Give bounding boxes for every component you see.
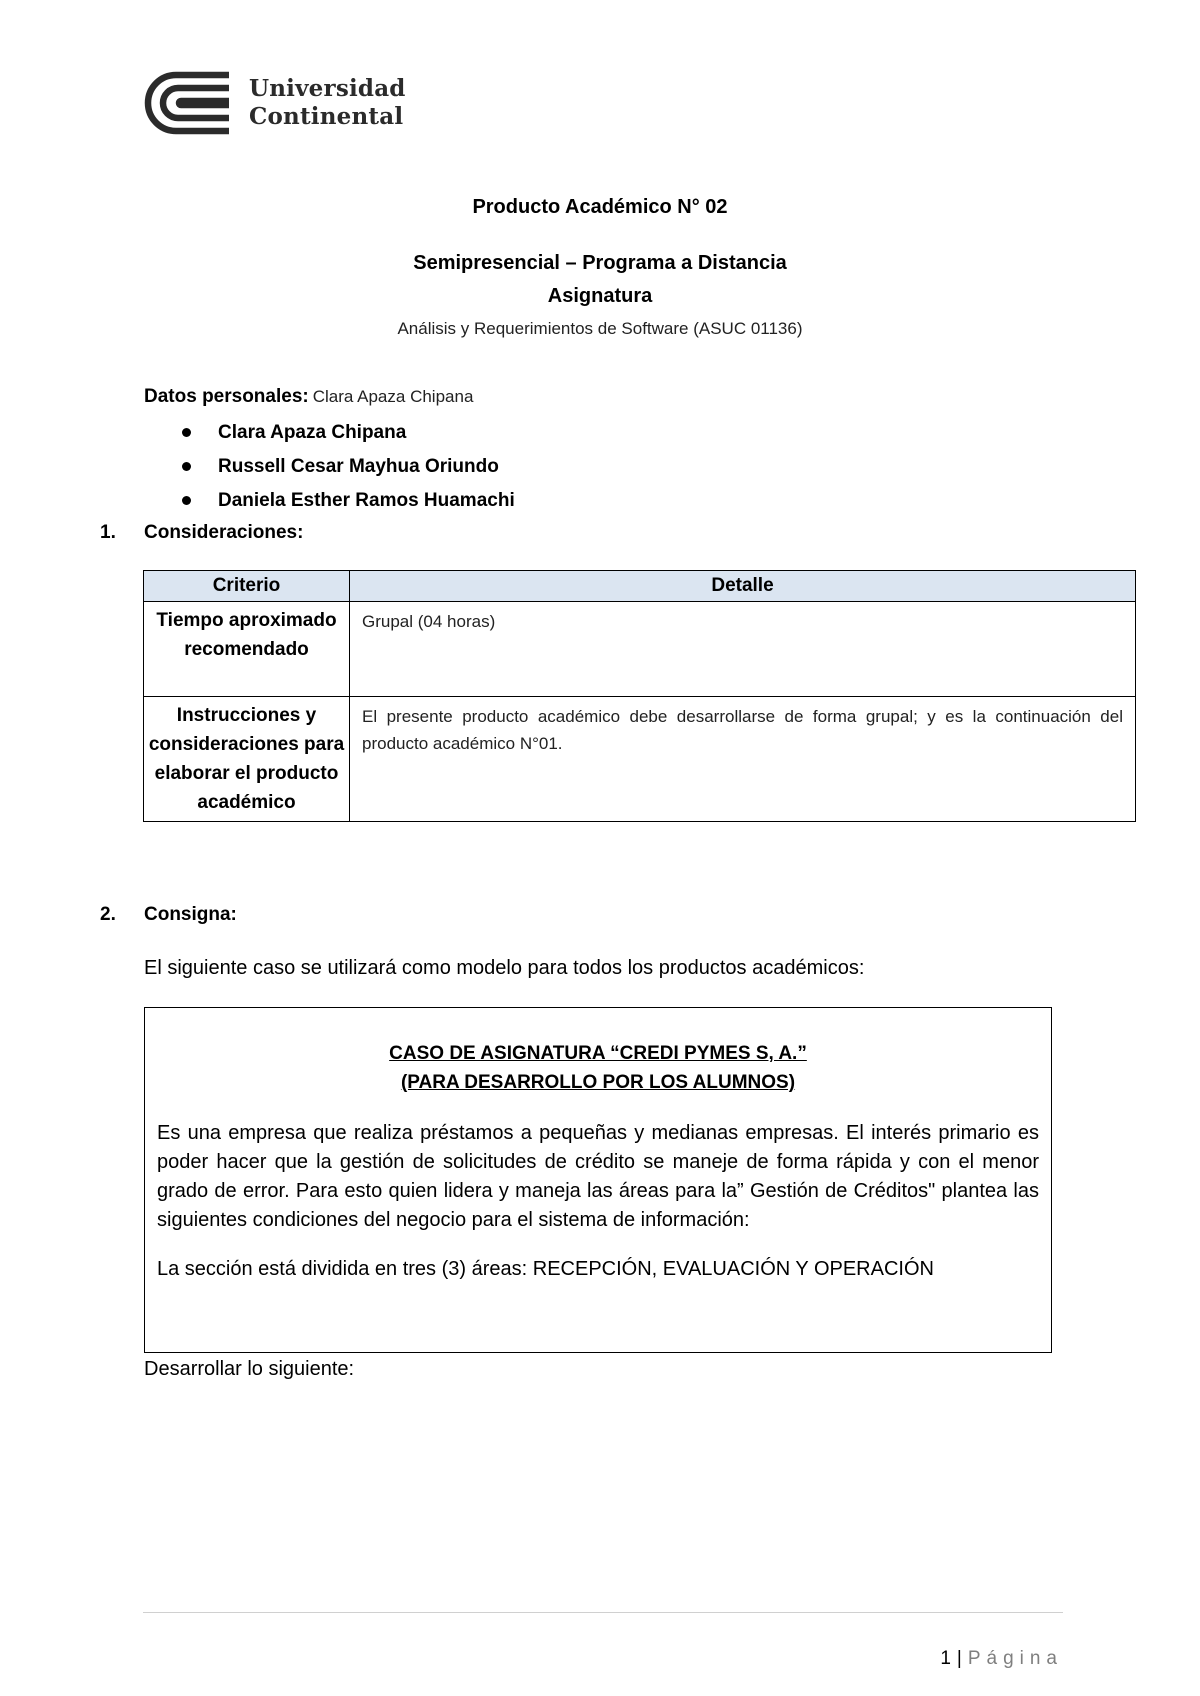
section-number: 2. bbox=[100, 904, 116, 925]
page-footer bbox=[940, 1648, 1063, 1670]
member-list bbox=[182, 416, 515, 518]
intro-text: El siguiente caso se utilizará como modelo para todos los productos académicos: bbox=[144, 957, 865, 979]
logo-line-2: Continental bbox=[249, 103, 404, 130]
personal-data bbox=[144, 386, 473, 408]
case-areas: La sección está dividida en tres (3) áreas: RECEPCIÓN, EVALUACIÓN Y OPERACIÓN bbox=[157, 1258, 934, 1280]
detail-cell: El presente producto académico debe desarrollarse de forma grupal; y es la continuación del producto académico N°01. bbox=[350, 697, 1136, 822]
continental-logo-icon bbox=[143, 70, 233, 136]
page-word: Página bbox=[967, 1648, 1063, 1669]
detail-cell: Grupal (04 horas) bbox=[350, 602, 1136, 697]
university-logo bbox=[143, 70, 406, 136]
column-header-detalle: Detalle bbox=[350, 571, 1136, 602]
column-header-criterio: Criterio bbox=[144, 571, 350, 602]
page-number: 1 bbox=[940, 1648, 951, 1669]
section-number: 1. bbox=[100, 522, 116, 543]
document-title: Producto Académico N° 02 bbox=[472, 196, 728, 218]
criteria-table bbox=[143, 570, 1136, 822]
case-title: CASO DE ASIGNATURA “CREDI PYMES S, A.” bbox=[389, 1043, 807, 1064]
section-heading-considerations bbox=[100, 522, 303, 544]
list-item: Daniela Esther Ramos Huamachi bbox=[182, 484, 515, 518]
logo-line-1: Universidad bbox=[249, 75, 406, 102]
subject-heading: Asignatura bbox=[547, 285, 653, 307]
table-header-row bbox=[144, 571, 1136, 602]
list-item: Clara Apaza Chipana bbox=[182, 416, 515, 450]
footer-divider bbox=[143, 1612, 1063, 1613]
section-title: Consigna: bbox=[144, 904, 237, 925]
personal-data-label: Datos personales: bbox=[144, 386, 309, 407]
case-box bbox=[144, 1007, 1052, 1353]
table-row bbox=[144, 697, 1136, 822]
course-name: Análisis y Requerimientos de Software (ASUC 01136) bbox=[397, 319, 803, 338]
section-heading-consigna bbox=[100, 904, 237, 926]
list-item: Russell Cesar Mayhua Oriundo bbox=[182, 450, 515, 484]
footer-separator: | bbox=[956, 1648, 962, 1669]
modality-heading: Semipresencial – Programa a Distancia bbox=[413, 252, 787, 274]
logo-text bbox=[249, 75, 406, 131]
case-subtitle: (PARA DESARROLLO POR LOS ALUMNOS) bbox=[400, 1072, 796, 1093]
develop-instruction: Desarrollar lo siguiente: bbox=[144, 1358, 355, 1380]
section-title: Consideraciones: bbox=[144, 522, 304, 543]
criterion-cell: Instrucciones y consideraciones para elaborar el producto académico bbox=[144, 697, 350, 822]
table-row bbox=[144, 602, 1136, 697]
criterion-cell: Tiempo aproximado recomendado bbox=[144, 602, 350, 697]
personal-data-value: Clara Apaza Chipana bbox=[312, 387, 474, 406]
case-paragraph: Es una empresa que realiza préstamos a pequeñas y medianas empresas. El interés primario es poder hacer que la gestión de solicitudes de crédito se maneje de forma rápida y con el menor grado de error. Para esto quien lidera y maneja las áreas para la” Gestión de Créditos" plantea las siguientes condiciones del negocio para el sistema de información: bbox=[157, 1122, 1039, 1231]
